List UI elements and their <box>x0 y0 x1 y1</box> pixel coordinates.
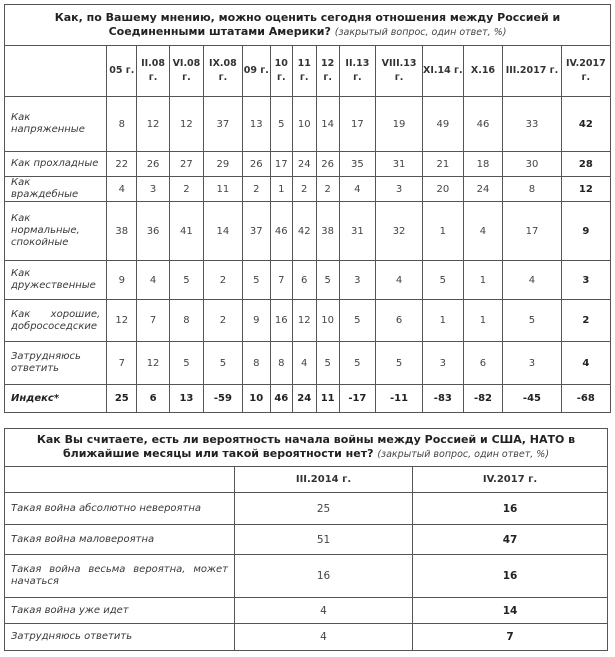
value-cell: 2 <box>169 177 203 202</box>
value-cell: 8 <box>169 300 203 342</box>
value-cell: 14 <box>413 598 608 624</box>
period-header: II.08 г. <box>137 46 169 97</box>
period-header: VIII.13 г. <box>376 46 423 97</box>
value-cell: 12 <box>169 97 203 152</box>
index-cell: 11 <box>316 385 339 413</box>
value-cell: 5 <box>376 342 423 385</box>
relations-title <box>5 5 611 46</box>
relations-header-row <box>5 46 611 97</box>
value-cell: 1 <box>463 261 503 300</box>
value-cell: 3 <box>503 342 561 385</box>
value-cell: 14 <box>316 97 339 152</box>
index-cell: -45 <box>503 385 561 413</box>
table-row <box>5 152 611 177</box>
value-cell: 28 <box>561 152 610 177</box>
value-cell: 7 <box>107 342 137 385</box>
value-cell: 25 <box>235 493 413 525</box>
value-cell: 13 <box>242 97 270 152</box>
value-cell: 2 <box>242 177 270 202</box>
value-cell: 24 <box>292 152 316 177</box>
period-header: III.2017 г. <box>503 46 561 97</box>
value-cell: 4 <box>107 177 137 202</box>
value-cell: 12 <box>292 300 316 342</box>
value-cell: 21 <box>423 152 464 177</box>
period-header: IV.2017 г. <box>561 46 610 97</box>
value-cell: 4 <box>235 598 413 624</box>
value-cell: 7 <box>270 261 292 300</box>
value-cell: 2 <box>204 300 243 342</box>
value-cell: 26 <box>316 152 339 177</box>
value-cell: 2 <box>292 177 316 202</box>
period-header: 12 г. <box>316 46 339 97</box>
value-cell: 3 <box>423 342 464 385</box>
value-cell: 5 <box>503 300 561 342</box>
value-cell: 46 <box>463 97 503 152</box>
period-header: X.16 <box>463 46 503 97</box>
value-cell: 38 <box>316 202 339 261</box>
row-label: Как хорошие, добрососедские <box>5 300 107 342</box>
value-cell: 27 <box>169 152 203 177</box>
row-label: Как напряженные <box>5 97 107 152</box>
value-cell: 41 <box>169 202 203 261</box>
value-cell: 37 <box>204 97 243 152</box>
value-cell: 29 <box>204 152 243 177</box>
period-header: 11 г. <box>292 46 316 97</box>
value-cell: 12 <box>137 342 169 385</box>
value-cell: 42 <box>292 202 316 261</box>
table-row <box>5 97 611 152</box>
value-cell: 4 <box>376 261 423 300</box>
row-label: Как враждебные <box>5 177 107 202</box>
table-row <box>5 202 611 261</box>
value-cell: 9 <box>242 300 270 342</box>
value-cell: 5 <box>339 342 375 385</box>
value-cell: 2 <box>204 261 243 300</box>
row-label: Такая война весьма вероятна, может начаться <box>5 555 235 598</box>
value-cell: 5 <box>204 342 243 385</box>
table-row <box>5 555 608 598</box>
value-cell: 8 <box>107 97 137 152</box>
value-cell: 2 <box>561 300 610 342</box>
index-label: Индекс* <box>5 385 107 413</box>
value-cell: 33 <box>503 97 561 152</box>
index-cell: -59 <box>204 385 243 413</box>
value-cell: 32 <box>376 202 423 261</box>
value-cell: 2 <box>316 177 339 202</box>
row-label: Как прохладные <box>5 152 107 177</box>
period-header: II.13 г. <box>339 46 375 97</box>
value-cell: 26 <box>137 152 169 177</box>
value-cell: 7 <box>413 624 608 651</box>
index-cell: -68 <box>561 385 610 413</box>
value-cell: 5 <box>169 342 203 385</box>
value-cell: 3 <box>376 177 423 202</box>
table-row <box>5 624 608 651</box>
table-row <box>5 525 608 555</box>
value-cell: 17 <box>339 97 375 152</box>
value-cell: 8 <box>242 342 270 385</box>
value-cell: 17 <box>270 152 292 177</box>
index-cell: 13 <box>169 385 203 413</box>
value-cell: 31 <box>376 152 423 177</box>
value-cell: 46 <box>270 202 292 261</box>
value-cell: 3 <box>137 177 169 202</box>
value-cell: 31 <box>339 202 375 261</box>
value-cell: 18 <box>463 152 503 177</box>
value-cell: 51 <box>235 525 413 555</box>
value-cell: 5 <box>316 342 339 385</box>
value-cell: 5 <box>169 261 203 300</box>
index-cell: -82 <box>463 385 503 413</box>
value-cell: 37 <box>242 202 270 261</box>
value-cell: 11 <box>204 177 243 202</box>
row-label: Такая война уже идет <box>5 598 235 624</box>
value-cell: 24 <box>463 177 503 202</box>
table-row <box>5 342 611 385</box>
period-header: XI.14 г. <box>423 46 464 97</box>
value-cell: 12 <box>137 97 169 152</box>
value-cell: 16 <box>270 300 292 342</box>
relations-question: Как, по Вашему мнению, можно оценить сегодня отношения между Россией и Соединенными штатами Америки? <box>54 10 561 38</box>
index-cell: 6 <box>137 385 169 413</box>
period-header: III.2014 г. <box>235 467 413 493</box>
value-cell: 35 <box>339 152 375 177</box>
value-cell: 4 <box>137 261 169 300</box>
war-question-note: (закрытый вопрос, один ответ, %) <box>377 449 550 460</box>
value-cell: 1 <box>463 300 503 342</box>
value-cell: 30 <box>503 152 561 177</box>
index-cell: 46 <box>270 385 292 413</box>
row-label: Как дружественные <box>5 261 107 300</box>
value-cell: 14 <box>204 202 243 261</box>
value-cell: 49 <box>423 97 464 152</box>
table-row <box>5 598 608 624</box>
row-label: Такая война маловероятна <box>5 525 235 555</box>
relations-question-note: (закрытый вопрос, один ответ, %) <box>334 26 507 38</box>
period-header: 09 г. <box>242 46 270 97</box>
value-cell: 12 <box>561 177 610 202</box>
value-cell: 20 <box>423 177 464 202</box>
value-cell: 1 <box>270 177 292 202</box>
index-cell: -11 <box>376 385 423 413</box>
table-row <box>5 493 608 525</box>
table-row <box>5 261 611 300</box>
index-cell: 10 <box>242 385 270 413</box>
value-cell: 22 <box>107 152 137 177</box>
value-cell: 6 <box>463 342 503 385</box>
value-cell: 6 <box>376 300 423 342</box>
war-header-row <box>5 467 608 493</box>
value-cell: 5 <box>270 97 292 152</box>
value-cell: 5 <box>339 300 375 342</box>
index-cell: -83 <box>423 385 464 413</box>
value-cell: 4 <box>339 177 375 202</box>
index-cell: 25 <box>107 385 137 413</box>
value-cell: 4 <box>503 261 561 300</box>
value-cell: 10 <box>292 97 316 152</box>
value-cell: 1 <box>423 202 464 261</box>
value-cell: 36 <box>137 202 169 261</box>
value-cell: 3 <box>561 261 610 300</box>
war-title <box>5 429 608 467</box>
value-cell: 3 <box>339 261 375 300</box>
value-cell: 1 <box>423 300 464 342</box>
value-cell: 19 <box>376 97 423 152</box>
value-cell: 38 <box>107 202 137 261</box>
value-cell: 4 <box>292 342 316 385</box>
index-cell: 24 <box>292 385 316 413</box>
value-cell: 8 <box>270 342 292 385</box>
index-row <box>5 385 611 413</box>
value-cell: 5 <box>316 261 339 300</box>
period-header: 10 г. <box>270 46 292 97</box>
row-label: Как нормальные, спокойные <box>5 202 107 261</box>
period-header: IV.2017 г. <box>413 467 608 493</box>
period-header: 05 г. <box>107 46 137 97</box>
row-label: Затрудняюсь ответить <box>5 342 107 385</box>
value-cell: 16 <box>413 493 608 525</box>
value-cell: 12 <box>107 300 137 342</box>
index-cell: -17 <box>339 385 375 413</box>
value-cell: 8 <box>503 177 561 202</box>
value-cell: 4 <box>235 624 413 651</box>
value-cell: 7 <box>137 300 169 342</box>
value-cell: 42 <box>561 97 610 152</box>
value-cell: 4 <box>463 202 503 261</box>
header-empty-cell <box>5 46 107 97</box>
value-cell: 9 <box>107 261 137 300</box>
war-probability-table <box>4 428 608 651</box>
table-row <box>5 177 611 202</box>
value-cell: 17 <box>503 202 561 261</box>
table-row <box>5 300 611 342</box>
war-question: Как Вы считаете, есть ли вероятность начала войны между Россией и США, НАТО в ближайшие месяцы или такой вероятности нет? <box>36 433 576 460</box>
value-cell: 16 <box>413 555 608 598</box>
value-cell: 16 <box>235 555 413 598</box>
period-header: VI.08 г. <box>169 46 203 97</box>
value-cell: 5 <box>242 261 270 300</box>
relations-table <box>4 4 611 413</box>
header-empty-cell <box>5 467 235 493</box>
value-cell: 6 <box>292 261 316 300</box>
row-label: Такая война абсолютно невероятна <box>5 493 235 525</box>
value-cell: 10 <box>316 300 339 342</box>
value-cell: 47 <box>413 525 608 555</box>
value-cell: 26 <box>242 152 270 177</box>
value-cell: 4 <box>561 342 610 385</box>
value-cell: 5 <box>423 261 464 300</box>
row-label: Затрудняюсь ответить <box>5 624 235 651</box>
value-cell: 9 <box>561 202 610 261</box>
period-header: IX.08 г. <box>204 46 243 97</box>
